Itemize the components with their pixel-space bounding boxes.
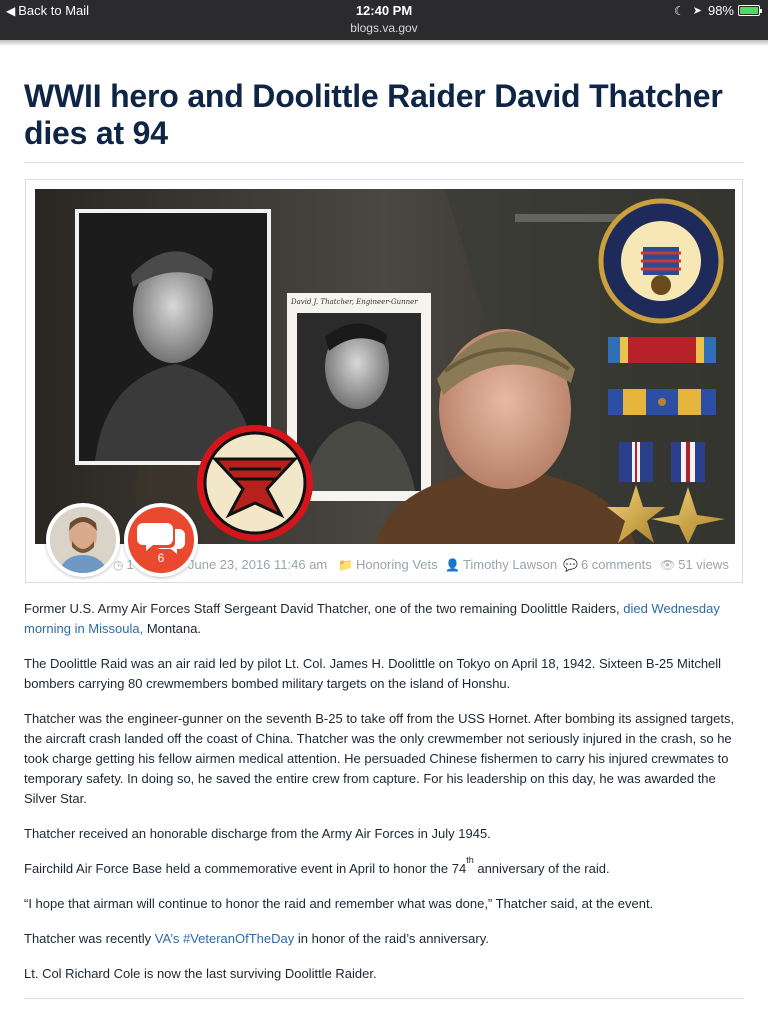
clock: 12:40 PM xyxy=(355,3,413,18)
comment-count: 6 xyxy=(157,551,165,565)
featured-image-artwork xyxy=(35,189,735,544)
meta-date: June 23, 2016 11:46 am xyxy=(188,557,328,572)
comments-label: 6 comments xyxy=(580,557,652,572)
paragraph-6: “I hope that airman will continue to honor the raid and remember what was done,” Thatcher said, at the event. xyxy=(24,896,654,911)
paragraph-2: The Doolittle Raid was an air raid led by pilot Lt. Col. James H. Doolittle on Tokyo on April 18, 1942. Sixteen B-25 Mitchell bombers carrying 80 crewmembers bombed military targets on the island of Honshu. xyxy=(24,656,722,691)
author-label: Timothy Lawson xyxy=(462,557,558,572)
chevron-left-icon: ◀ xyxy=(6,3,16,18)
p5-text: Fairchild Air Force Base held a commemorative event in April to honor the 74 xyxy=(24,861,467,876)
battery-icon xyxy=(738,5,760,16)
p5-superscript: th xyxy=(466,854,474,865)
meta-author[interactable] xyxy=(445,557,557,572)
meta-views xyxy=(660,557,729,572)
veteran-of-the-day-link[interactable]: VA’s #VeteranOfTheDay xyxy=(154,931,295,946)
p5-tail: anniversary of the raid. xyxy=(473,861,610,876)
views-label: 51 views xyxy=(678,557,729,572)
title-divider xyxy=(24,162,744,163)
user-icon: 👤 xyxy=(445,558,460,572)
time-partial: 1 xyxy=(126,557,134,572)
p1-tail: Montana. xyxy=(143,621,202,636)
p7-tail: in honor of the raid’s anniversary. xyxy=(294,931,489,946)
eye-icon: 👁 xyxy=(660,558,676,572)
article-meta xyxy=(110,557,735,573)
died-wednesday-link[interactable]: died Wednesday morning in Missoula, xyxy=(24,601,720,636)
category-label: Honoring Vets xyxy=(355,557,438,572)
p1-text: Former U.S. Army Air Forces Staff Sergeant David Thatcher, one of the two remaining Doolittle Raiders, xyxy=(24,601,624,616)
status-indicators xyxy=(674,3,760,18)
tags-divider xyxy=(24,998,744,999)
author-avatar[interactable] xyxy=(46,503,120,577)
paragraph-3: Thatcher was the engineer-gunner on the seventh B-25 to take off from the USS Hornet. After bombing its assigned targets, the aircraft crash landed off the coast of China. Thatcher was the only crewmember not seriously injured in the crash, so he took charge getting his fellow airmen medical attention. He persuaded Chinese fishermen to carry his injured crewmates to temporary safety. In doing so, he saved the entire crew from capture. For his leadership on this day, he was awarded the Silver Star. xyxy=(24,711,735,806)
do-not-disturb-icon: ☾ xyxy=(673,3,685,18)
comments-small-icon: 💬 xyxy=(563,558,578,572)
paragraph-5 xyxy=(24,854,746,879)
paragraph-1 xyxy=(24,599,746,639)
status-bar xyxy=(0,0,768,40)
featured-image[interactable] xyxy=(35,189,735,544)
battery-fill xyxy=(740,7,758,14)
p7-text: Thatcher was recently xyxy=(24,931,155,946)
clock-icon: ◷ xyxy=(113,558,124,572)
article-title: WWII hero and Doolittle Raider David Thatcher dies at 94 xyxy=(24,78,723,151)
back-label: Back to Mail xyxy=(18,3,90,18)
folder-icon: 📁 xyxy=(338,558,353,572)
battery-percent: 98% xyxy=(707,3,734,18)
paragraph-7 xyxy=(24,929,746,949)
location-icon: ➤ xyxy=(692,5,702,17)
meta-time xyxy=(113,557,134,572)
meta-comments[interactable] xyxy=(563,557,652,572)
status-bar-shadow xyxy=(0,40,768,46)
avatar-image xyxy=(50,507,116,573)
url-host[interactable]: blogs.va.gov xyxy=(350,21,418,35)
handwritten-signature: David J. Thatcher, Engineer-Gunner xyxy=(291,298,418,306)
meta-category[interactable] xyxy=(338,557,438,572)
paragraph-4: Thatcher received an honorable discharge from the Army Air Forces in July 1945. xyxy=(24,826,491,841)
paragraph-8: Lt. Col Richard Cole is now the last surviving Doolittle Raider. xyxy=(24,966,377,981)
